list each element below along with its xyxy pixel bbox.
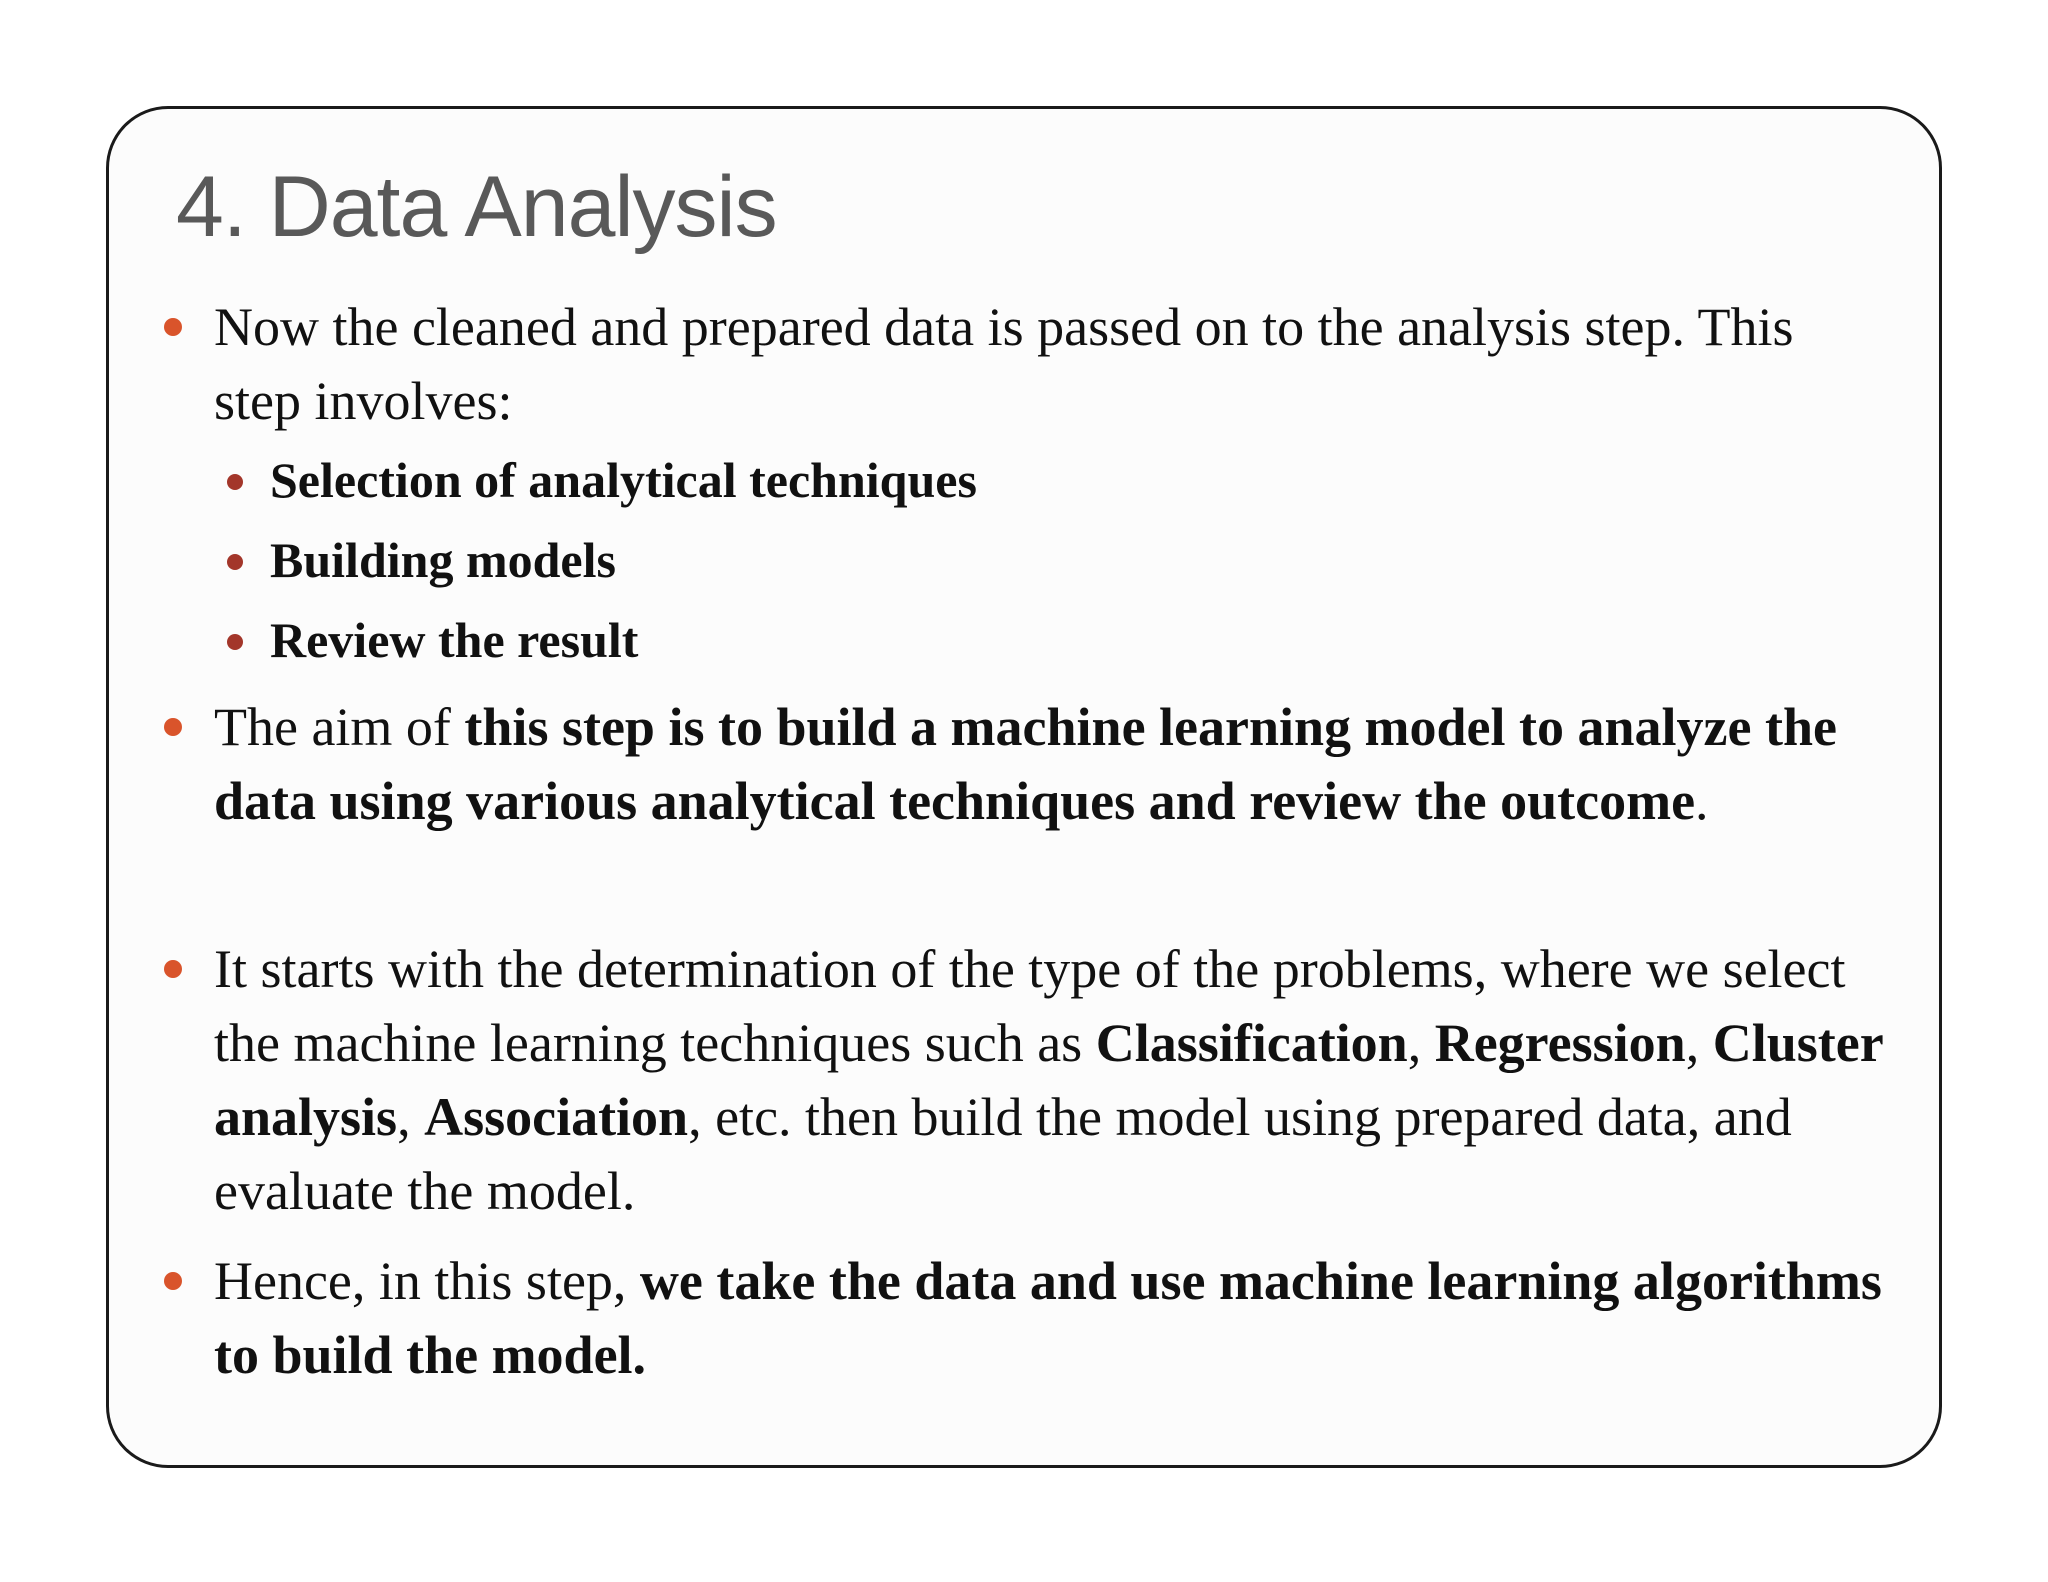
bullet-text-bold: we take the data and use machine learning algorithms to build the model. (214, 1251, 1882, 1385)
bullet-item (214, 290, 1894, 438)
technique-association: Association (424, 1087, 689, 1147)
slide-title: 4. Data Analysis (176, 159, 777, 255)
bullet-dot-icon (164, 1272, 182, 1290)
separator: , (397, 1087, 425, 1147)
bullet-text-plain: It starts with the determination of the type of the problems, where we select the machine learning techniques such as (214, 939, 1846, 1073)
bullet-item (214, 690, 1894, 838)
technique-cluster-analysis: Cluster analysis (214, 1013, 1883, 1147)
sub-list-item (270, 610, 1770, 670)
bullet-item (214, 1244, 1894, 1392)
bullet-text-bold: this step is to build a machine learning model to analyze the data using various analytical techniques and review the outcome (214, 697, 1837, 831)
bullet-text-plain: Hence, in this step, (214, 1251, 640, 1311)
bullet-text-plain: , etc. then build the model using prepared data, and evaluate the model. (214, 1087, 1792, 1221)
bullet-text: Now the cleaned and prepared data is passed on to the analysis step. This step involves: (214, 297, 1794, 431)
sub-item-text: Review the result (270, 612, 639, 668)
sub-bullet-dot-icon (227, 634, 243, 650)
bullet-dot-icon (164, 318, 182, 336)
sub-list-item (270, 530, 1770, 590)
technique-regression: Regression (1434, 1013, 1686, 1073)
sub-item-text: Building models (270, 532, 616, 588)
bullet-dot-icon (164, 960, 182, 978)
separator: , (1685, 1013, 1713, 1073)
sub-bullet-dot-icon (227, 554, 243, 570)
bullet-text-plain: The aim of (214, 697, 465, 757)
bullet-dot-icon (164, 718, 182, 736)
separator: , (1407, 1013, 1435, 1073)
bullet-item (214, 932, 1894, 1228)
sub-list-item (270, 450, 1770, 510)
sub-bullet-dot-icon (227, 474, 243, 490)
technique-classification: Classification (1095, 1013, 1408, 1073)
bullet-text-plain: . (1695, 771, 1709, 831)
sub-item-text: Selection of analytical techniques (270, 452, 977, 508)
